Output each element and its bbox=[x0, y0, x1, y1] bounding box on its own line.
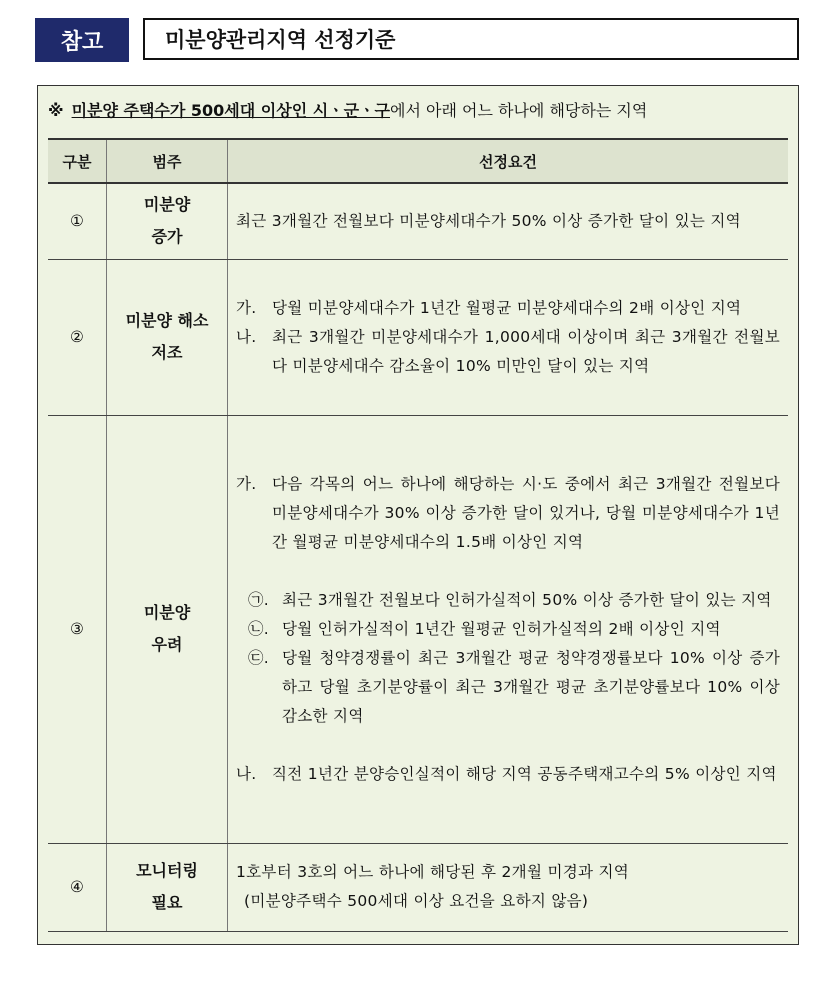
header-criteria: 선정요건 bbox=[228, 139, 789, 183]
criteria-subitem bbox=[248, 586, 780, 615]
header-category: 범주 bbox=[107, 139, 228, 183]
row-category bbox=[107, 415, 228, 843]
criteria-item bbox=[236, 470, 780, 557]
note-rest: 에서 아래 어느 하나에 해당하는 지역 bbox=[390, 101, 648, 120]
table-row bbox=[48, 183, 788, 259]
criteria-text: 1호부터 3호의 어느 하나에 해당된 후 2개월 미경과 지역 bbox=[236, 863, 630, 881]
title-bar bbox=[35, 18, 801, 64]
criteria-subitem bbox=[248, 644, 780, 731]
category-line: 미분양 해소 bbox=[125, 311, 209, 330]
row-number: ② bbox=[48, 259, 107, 415]
row-criteria bbox=[228, 843, 789, 931]
criteria-item bbox=[236, 760, 780, 789]
criteria-item bbox=[236, 323, 780, 381]
subitem-text: 최근 3개월간 전월보다 인허가실적이 50% 이상 증가한 달이 있는 지역 bbox=[282, 590, 772, 609]
note-underlined: 미분양 주택수가 500세대 이상인 시ㆍ군ㆍ구 bbox=[71, 101, 390, 120]
item-mark: 가. bbox=[236, 474, 257, 493]
subitem-mark: ㉠. bbox=[248, 590, 270, 609]
subitem-text: 당월 인허가실적이 1년간 월평균 인허가실적의 2배 이상인 지역 bbox=[282, 619, 721, 638]
row-category bbox=[107, 259, 228, 415]
category-line: 증가 bbox=[151, 227, 183, 247]
subitem-mark: ㉡. bbox=[248, 619, 270, 638]
row-criteria bbox=[228, 183, 789, 259]
criteria-text: 최근 3개월간 전월보다 미분양세대수가 50% 이상 증가한 달이 있는 지역 bbox=[236, 211, 741, 230]
item-mark: 나. bbox=[236, 327, 257, 346]
criteria-panel bbox=[37, 85, 799, 945]
subitem-text: 당월 청약경쟁률이 최근 3개월간 평균 청약경쟁률보다 10% 이상 증가하고 당월 초기분양률이 최근 3개월간 평균 초기분양률보다 10% 이상 감소한 지역 bbox=[282, 648, 780, 725]
table-header-row bbox=[48, 139, 788, 183]
table-row bbox=[48, 259, 788, 415]
item-text: 당월 미분양세대수가 1년간 월평균 미분양세대수의 2배 이상인 지역 bbox=[272, 298, 742, 317]
item-mark: 나. bbox=[236, 764, 257, 783]
row-criteria bbox=[228, 259, 789, 415]
row-category bbox=[107, 183, 228, 259]
row-category bbox=[107, 843, 228, 931]
category-line: 모니터링 bbox=[136, 861, 198, 880]
category-line: 미분양 bbox=[143, 603, 191, 622]
table-row bbox=[48, 415, 788, 843]
note-mark: ※ bbox=[48, 101, 64, 120]
category-line: 우려 bbox=[151, 635, 183, 654]
item-text: 직전 1년간 분양승인실적이 해당 지역 공동주택재고수의 5% 이상인 지역 bbox=[272, 764, 777, 783]
table-row bbox=[48, 843, 788, 931]
scope-note bbox=[48, 100, 788, 122]
criteria-text: (미분양주택수 500세대 이상 요건을 요하지 않음) bbox=[244, 892, 589, 910]
row-number: ④ bbox=[48, 843, 107, 931]
row-number: ① bbox=[48, 183, 107, 259]
reference-badge: 참고 bbox=[35, 18, 129, 62]
category-line: 필요 bbox=[151, 893, 183, 912]
category-line: 저조 bbox=[151, 343, 183, 362]
category-line: 미분양 bbox=[143, 195, 191, 215]
page-title: 미분양관리지역 선정기준 bbox=[143, 18, 799, 60]
header-division: 구분 bbox=[48, 139, 107, 183]
criteria-table bbox=[48, 138, 788, 932]
row-number: ③ bbox=[48, 415, 107, 843]
criteria-item bbox=[236, 294, 780, 323]
criteria-subitem bbox=[248, 615, 780, 644]
item-text: 다음 각목의 어느 하나에 해당하는 시·도 중에서 최근 3개월간 전월보다 미분양세대수가 30% 이상 증가한 달이 있거나, 당월 미분양세대수가 1년간 월평균 미분양세대수의 1.5배 이상인 지역 bbox=[272, 474, 780, 551]
subitem-mark: ㉢. bbox=[248, 648, 270, 667]
item-text: 최근 3개월간 미분양세대수가 1,000세대 이상이며 최근 3개월간 전월보다 미분양세대수 감소율이 10% 미만인 달이 있는 지역 bbox=[272, 327, 780, 375]
row-criteria bbox=[228, 415, 789, 843]
item-mark: 가. bbox=[236, 298, 257, 317]
